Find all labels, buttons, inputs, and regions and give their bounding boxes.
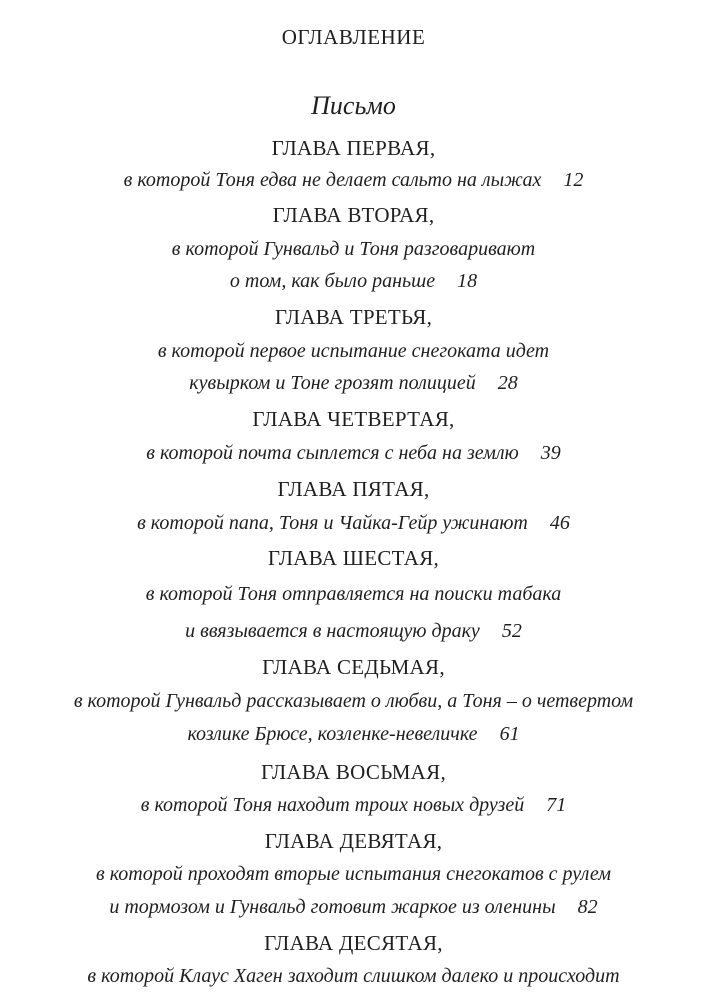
chapter-heading: ГЛАВА ПЕРВАЯ, <box>271 136 436 160</box>
chapter-description: в которой Гунвальд и Тоня разговаривают <box>171 238 536 260</box>
page-number: 18 <box>457 270 478 292</box>
chapter-description: в которой проходят вторые испытания снегокатов с рулем <box>96 863 611 885</box>
chapter-heading: ГЛАВА ТРЕТЬЯ, <box>274 305 433 329</box>
chapter-heading: ГЛАВА ДЕСЯТАЯ, <box>264 931 443 955</box>
chapter-description-text: кувырком и Тоне грозят полицией <box>189 372 476 394</box>
chapter-description <box>0 897 707 917</box>
page-number: 46 <box>549 512 570 534</box>
chapter-description-text: в которой Тоня находит троих новых друзей <box>140 794 525 816</box>
chapter-description <box>0 621 707 641</box>
chapter-heading: ГЛАВА ШЕСТАЯ, <box>267 546 440 570</box>
chapter-heading: ГЛАВА СЕДЬМАЯ, <box>262 655 445 679</box>
chapter-heading: ГЛАВА ПЯТАЯ, <box>277 477 430 501</box>
chapter-description: в которой Клаус Хаген заходит слишком далеко и происходит <box>87 965 620 987</box>
chapter-description: в которой первое испытание снегоката идет <box>157 340 550 362</box>
chapter-description <box>0 443 707 463</box>
page-number: 39 <box>540 442 561 464</box>
chapter-heading: ГЛАВА ВОСЬМАЯ, <box>260 760 447 784</box>
chapter-heading: ГЛАВА ДЕВЯТАЯ, <box>264 829 443 853</box>
page-number: 71 <box>546 794 567 816</box>
chapter-description: в которой Гунвальд рассказывает о любви, а Тоня – о четвертом <box>73 690 634 712</box>
toc-title: ОГЛАВЛЕНИЕ <box>281 25 426 49</box>
chapter-description <box>0 513 707 533</box>
page-number: 61 <box>499 723 520 745</box>
page-number: 52 <box>501 620 522 642</box>
chapter-description <box>0 373 707 393</box>
chapter-description <box>0 170 707 190</box>
page-number: 12 <box>563 169 584 191</box>
chapter-description-text: о том, как было раньше <box>229 270 436 292</box>
chapter-description-text: козлике Брюсе, козленке-невеличке <box>187 723 478 745</box>
chapter-description <box>0 724 707 744</box>
chapter-description-text: в которой почта сыплется с неба на землю <box>146 442 519 464</box>
section-title: Письмо <box>311 91 396 120</box>
chapter-heading: ГЛАВА ЧЕТВЕРТАЯ, <box>252 407 455 431</box>
page-number: 28 <box>497 372 518 394</box>
chapter-heading: ГЛАВА ВТОРАЯ, <box>272 203 435 227</box>
chapter-description <box>0 271 707 291</box>
chapter-description-text: в которой папа, Тоня и Чайка-Гейр ужинают <box>137 512 528 534</box>
chapter-description-text: и ввязывается в настоящую драку <box>185 620 480 642</box>
chapter-description <box>0 795 707 815</box>
chapter-description-text: в которой Тоня едва не делает сальто на лыжах <box>123 169 542 191</box>
chapter-description: в которой Тоня отправляется на поиски табака <box>145 583 562 605</box>
chapter-description-text: и тормозом и Гунвальд готовит жаркое из оленины <box>109 896 556 918</box>
page-number: 82 <box>577 896 598 918</box>
